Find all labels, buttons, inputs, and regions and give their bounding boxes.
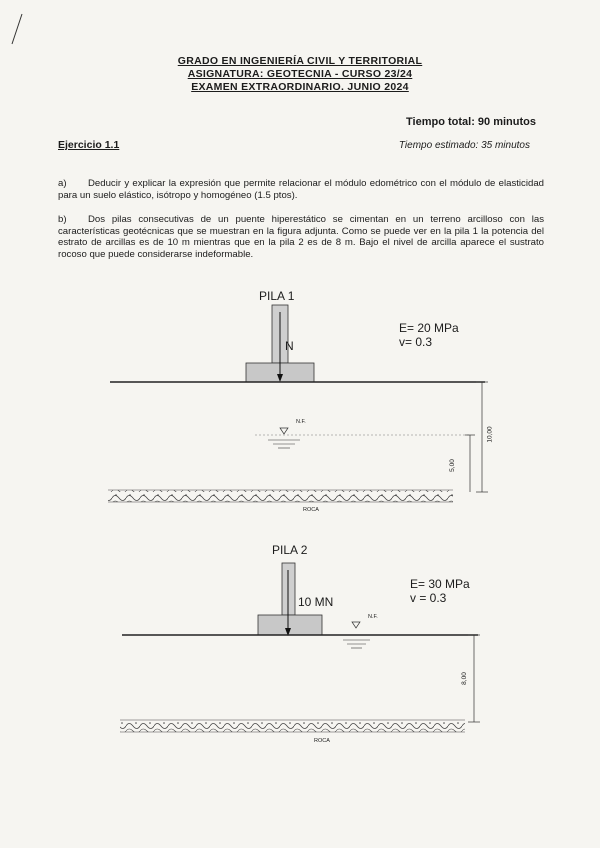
pila1-label: PILA 1 [259,289,295,303]
pila2-E-label: E= 30 MPa [410,577,470,591]
part-a-label: a) [58,178,67,189]
pila2-nf-symbol [352,622,360,628]
pila2-footing [258,615,322,635]
pila2-nu-label: v = 0.3 [410,591,447,605]
pila1-load-label: N [285,339,294,353]
pila2-roca-label: ROCA [314,738,330,744]
header-exam: EXAMEN EXTRAORDINARIO. JUNIO 2024 [191,81,409,93]
pila1-nf-label: N.F. [296,419,306,425]
header-degree: GRADO EN INGENIERÍA CIVIL Y TERRITORIAL [177,55,423,67]
part-b-label: b) [58,214,67,225]
part-a-text: Deducir y explicar la expresión que permite relacionar el módulo edométrico con el módulo de elasticidad para un suelo elástico, isótropo y homogéneo (1.5 ptos). [58,178,544,201]
pila1-roca-label: ROCA [303,507,319,513]
pila1-nu-label: v= 0.3 [399,335,433,349]
exercise-estimated-time: Tiempo estimado: 35 minutos [398,140,530,151]
header-subject: ASIGNATURA: GEOTECNIA - CURSO 23/24 [187,68,413,80]
pila2-load-label: 10 MN [298,595,334,609]
total-time: Tiempo total: 90 minutos [406,116,536,128]
part-b-text: Dos pilas consecutivas de un puente hiperestático se cimentan en un terreno arcilloso con las características geotécnicas que se muestran en la figura adjunta. Como se puede ver en la pila 1 la potencia del estrato de arcillas es de 10 m mientras que en la pila 2 es de 8 m. Bajo el nivel de arcilla aparece el sustrato rocoso que puede considerarse indeformable. [58,214,544,260]
pila2-nf-label: N.F. [368,614,378,620]
pila1-dim-partial-label: 5,00 [448,459,456,472]
pila2-dim-total-label: 8,00 [460,672,468,685]
pila2-rock-layer [120,720,465,732]
pila1-dim-total-label: 10,00 [486,426,494,443]
pila2-label: PILA 2 [272,543,308,557]
exercise-title: Ejercicio 1.1 [58,139,120,151]
pila1-E-label: E= 20 MPa [399,321,459,335]
